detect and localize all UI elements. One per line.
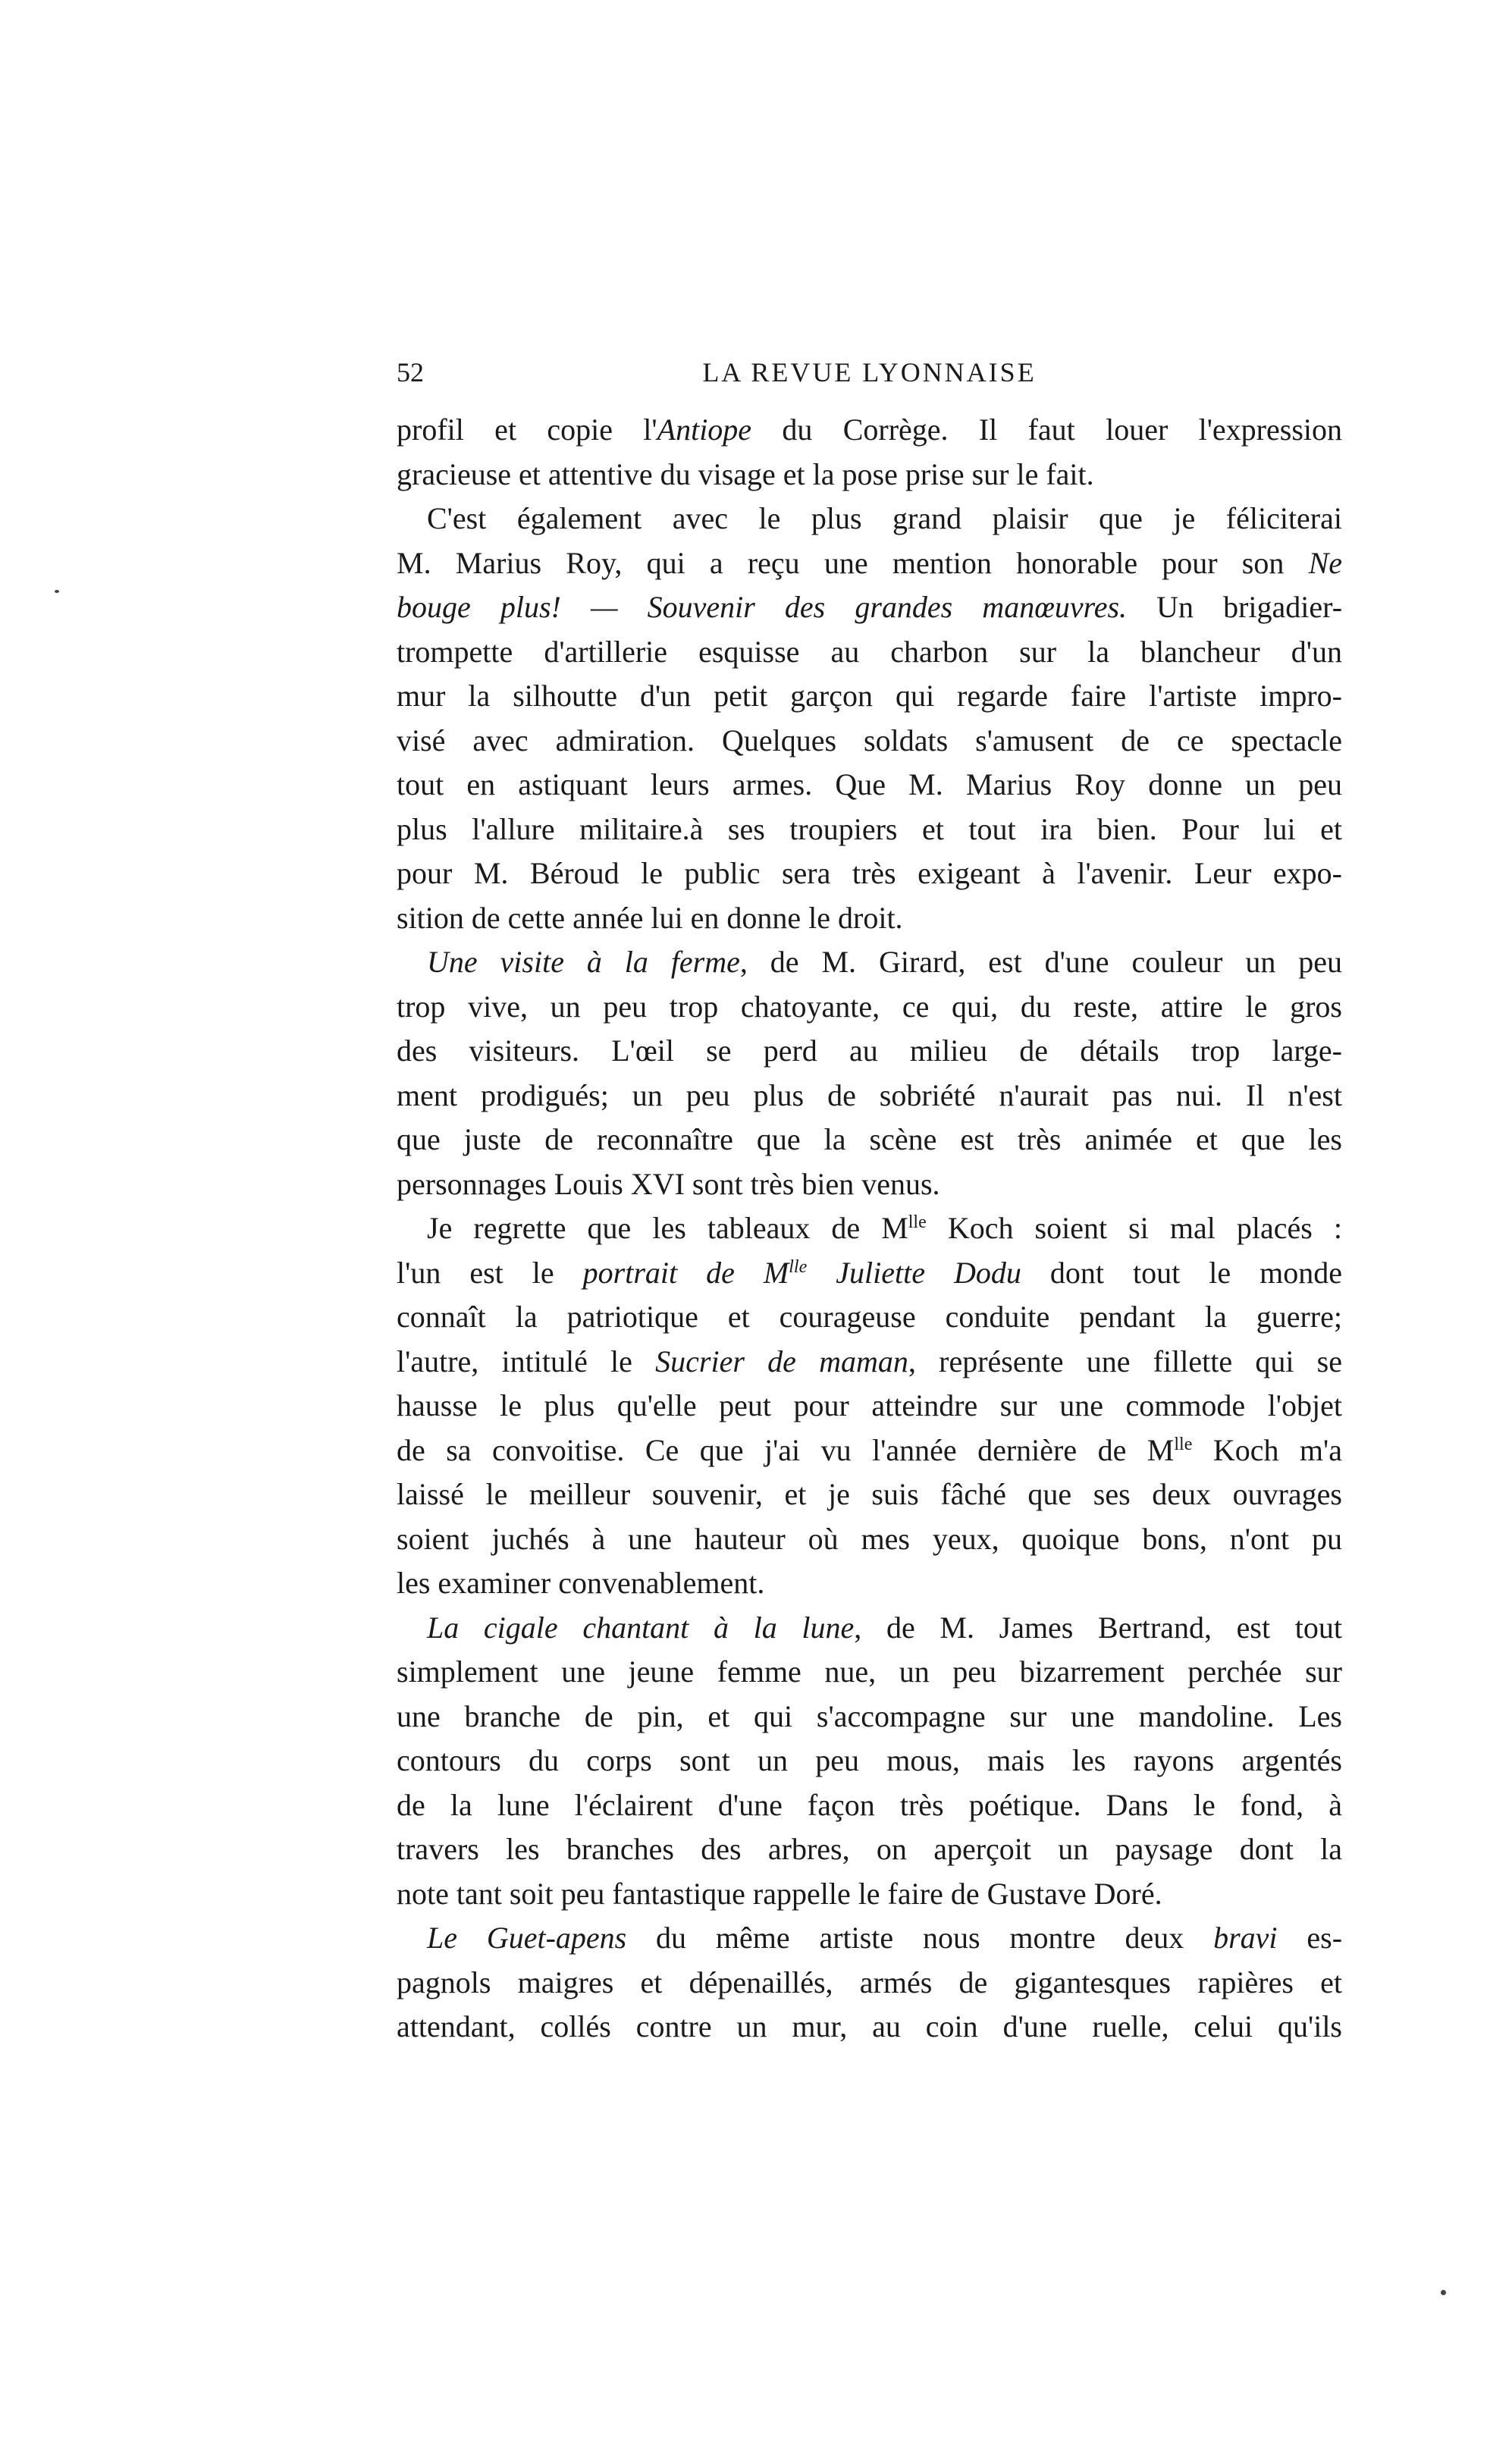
text: , de M. Girard, est d'une couleur un peu <box>739 945 1342 979</box>
text-line <box>397 1606 1342 1651</box>
text: es- <box>1277 1921 1343 1955</box>
text: plus l'allure militaire.à ses troupiers et tout ira bien. Pour lui et <box>397 811 1342 846</box>
text-line <box>397 1695 1342 1739</box>
text: pagnols maigres et dépenaillés, armés de gigantesques rapières et <box>397 1965 1342 1999</box>
italic-text: Juliette Dodu <box>807 1255 1021 1290</box>
italic-text: Le Guet-apens <box>427 1921 627 1955</box>
text-line <box>397 1517 1342 1562</box>
text-line <box>397 497 1342 541</box>
text: Koch m'a <box>1192 1432 1343 1467</box>
text: attendant, collés contre un mur, au coin d'une ruelle, celui qu'ils <box>397 2009 1342 2043</box>
text-line <box>397 2005 1342 2050</box>
text-line <box>397 1029 1342 1074</box>
text: personnages Louis XVI sont très bien venus. <box>397 1166 940 1201</box>
scan-speck <box>1441 2290 1446 2295</box>
text: , représente une fillette qui se <box>908 1344 1342 1378</box>
text: pour M. Béroud le public sera très exigeant à l'avenir. Leur expo- <box>397 856 1342 890</box>
text: Je regrette que les tableaux de M <box>427 1211 908 1245</box>
text: sition de cette année lui en donne le droit. <box>397 900 903 935</box>
text: tout en astiquant leurs armes. Que M. Marius Roy donne un peu <box>397 767 1342 801</box>
text: contours du corps sont un peu mous, mais les rayons argentés <box>397 1743 1342 1777</box>
text: trompette d'artillerie esquisse au charbon sur la blancheur d'un <box>397 634 1342 669</box>
text-line <box>397 1739 1342 1783</box>
italic-text: Antiope <box>657 412 752 447</box>
text: visé avec admiration. Quelques soldats s'amusent de ce spectacle <box>397 723 1342 757</box>
text: de sa convoitise. Ce que j'ai vu l'année dernière de M <box>397 1432 1175 1467</box>
text-line <box>397 940 1342 985</box>
text: hausse le plus qu'elle peut pour atteindre sur une commode l'objet <box>397 1388 1342 1422</box>
running-title: LA REVUE LYONNAISE <box>702 357 1037 387</box>
italic-text: Une visite à la ferme <box>427 945 740 979</box>
text-line <box>397 1384 1342 1429</box>
text-line <box>397 1650 1342 1695</box>
text-line <box>397 1206 1342 1251</box>
text: trop vive, un peu trop chatoyante, ce qui, du reste, attire le gros <box>397 989 1342 1024</box>
text-line <box>397 1561 1342 1606</box>
text-line <box>397 1074 1342 1118</box>
text: du même artiste nous montre deux <box>626 1921 1214 1955</box>
text: travers les branches des arbres, on aperçoit un paysage dont la <box>397 1832 1342 1866</box>
text: ment prodigués; un peu plus de sobriété n'aurait pas nui. Il n'est <box>397 1077 1342 1112</box>
text: Koch soient si mal placés : <box>926 1211 1342 1245</box>
text-line <box>397 1295 1342 1340</box>
text-line <box>397 585 1342 630</box>
text-line <box>397 1162 1342 1207</box>
text: profil et copie l' <box>397 412 657 447</box>
text: gracieuse et attentive du visage et la pose prise sur le fait. <box>397 456 1094 491</box>
text-line <box>397 1961 1342 2006</box>
text-line <box>397 408 1342 453</box>
text: note tant soit peu fantastique rappelle le faire de Gustave Doré. <box>397 1876 1162 1911</box>
page-header <box>397 356 1342 399</box>
text-line <box>397 1118 1342 1162</box>
italic-text: bravi <box>1213 1921 1278 1955</box>
text-line <box>397 808 1342 852</box>
superscript: lle <box>789 1256 808 1277</box>
text: l'autre, intitulé le <box>397 1344 656 1378</box>
text-line <box>397 763 1342 808</box>
superscript: lle <box>1174 1434 1193 1454</box>
scan-speck <box>55 590 59 593</box>
text: des visiteurs. L'œil se perd au milieu de détails trop large- <box>397 1033 1342 1068</box>
superscript: lle <box>908 1212 927 1232</box>
text: laissé le meilleur souvenir, et je suis fâché que ses deux ouvrages <box>397 1477 1342 1511</box>
text-line <box>397 630 1342 675</box>
text-line <box>397 1429 1342 1473</box>
text-line <box>397 852 1342 896</box>
page-number: 52 <box>397 357 424 387</box>
text: Un brigadier- <box>1127 590 1343 624</box>
italic-text: bouge plus! — Souvenir des grandes manœuvres. <box>397 590 1128 624</box>
italic-text: portrait de M <box>582 1255 789 1290</box>
text: connaît la patriotique et courageuse conduite pendant la guerre; <box>397 1300 1342 1334</box>
text-line <box>397 719 1342 764</box>
text: que juste de reconnaître que la scène est très animée et que les <box>397 1122 1342 1156</box>
text-line <box>397 1827 1342 1872</box>
text-line <box>397 541 1342 586</box>
text-line <box>397 985 1342 1030</box>
text: , de M. James Bertrand, est tout <box>854 1610 1342 1645</box>
text: soient juchés à une hauteur où mes yeux, quoique bons, n'ont pu <box>397 1521 1342 1556</box>
text-line <box>397 674 1342 719</box>
text: les examiner convenablement. <box>397 1566 765 1600</box>
text-line <box>397 1783 1342 1828</box>
text: mur la silhoutte d'un petit garçon qui regarde faire l'artiste impro- <box>397 679 1342 713</box>
italic-text: Sucrier de maman <box>655 1344 908 1378</box>
text-line <box>397 1251 1342 1296</box>
text-line <box>397 1916 1342 1961</box>
text-line <box>397 1872 1342 1917</box>
text-line <box>397 1472 1342 1517</box>
text: M. Marius Roy, qui a reçu une mention honorable pour son <box>397 545 1309 580</box>
text: une branche de pin, et qui s'accompagne sur une mandoline. Les <box>397 1698 1342 1733</box>
text-line <box>397 453 1342 497</box>
italic-text: La cigale chantant à la lune <box>427 1610 855 1645</box>
text: simplement une jeune femme nue, un peu bizarrement perchée sur <box>397 1654 1342 1689</box>
text: dont tout le monde <box>1021 1255 1343 1290</box>
italic-text: Ne <box>1308 545 1342 580</box>
text: du Corrège. Il faut louer l'expression <box>751 412 1342 447</box>
body-text <box>397 408 1342 2050</box>
text-line <box>397 1340 1342 1385</box>
text: de la lune l'éclairent d'une façon très poétique. Dans le fond, à <box>397 1787 1342 1822</box>
text: C'est également avec le plus grand plaisir que je féliciterai <box>427 501 1342 535</box>
text: l'un est le <box>397 1255 583 1290</box>
text-line <box>397 896 1342 941</box>
